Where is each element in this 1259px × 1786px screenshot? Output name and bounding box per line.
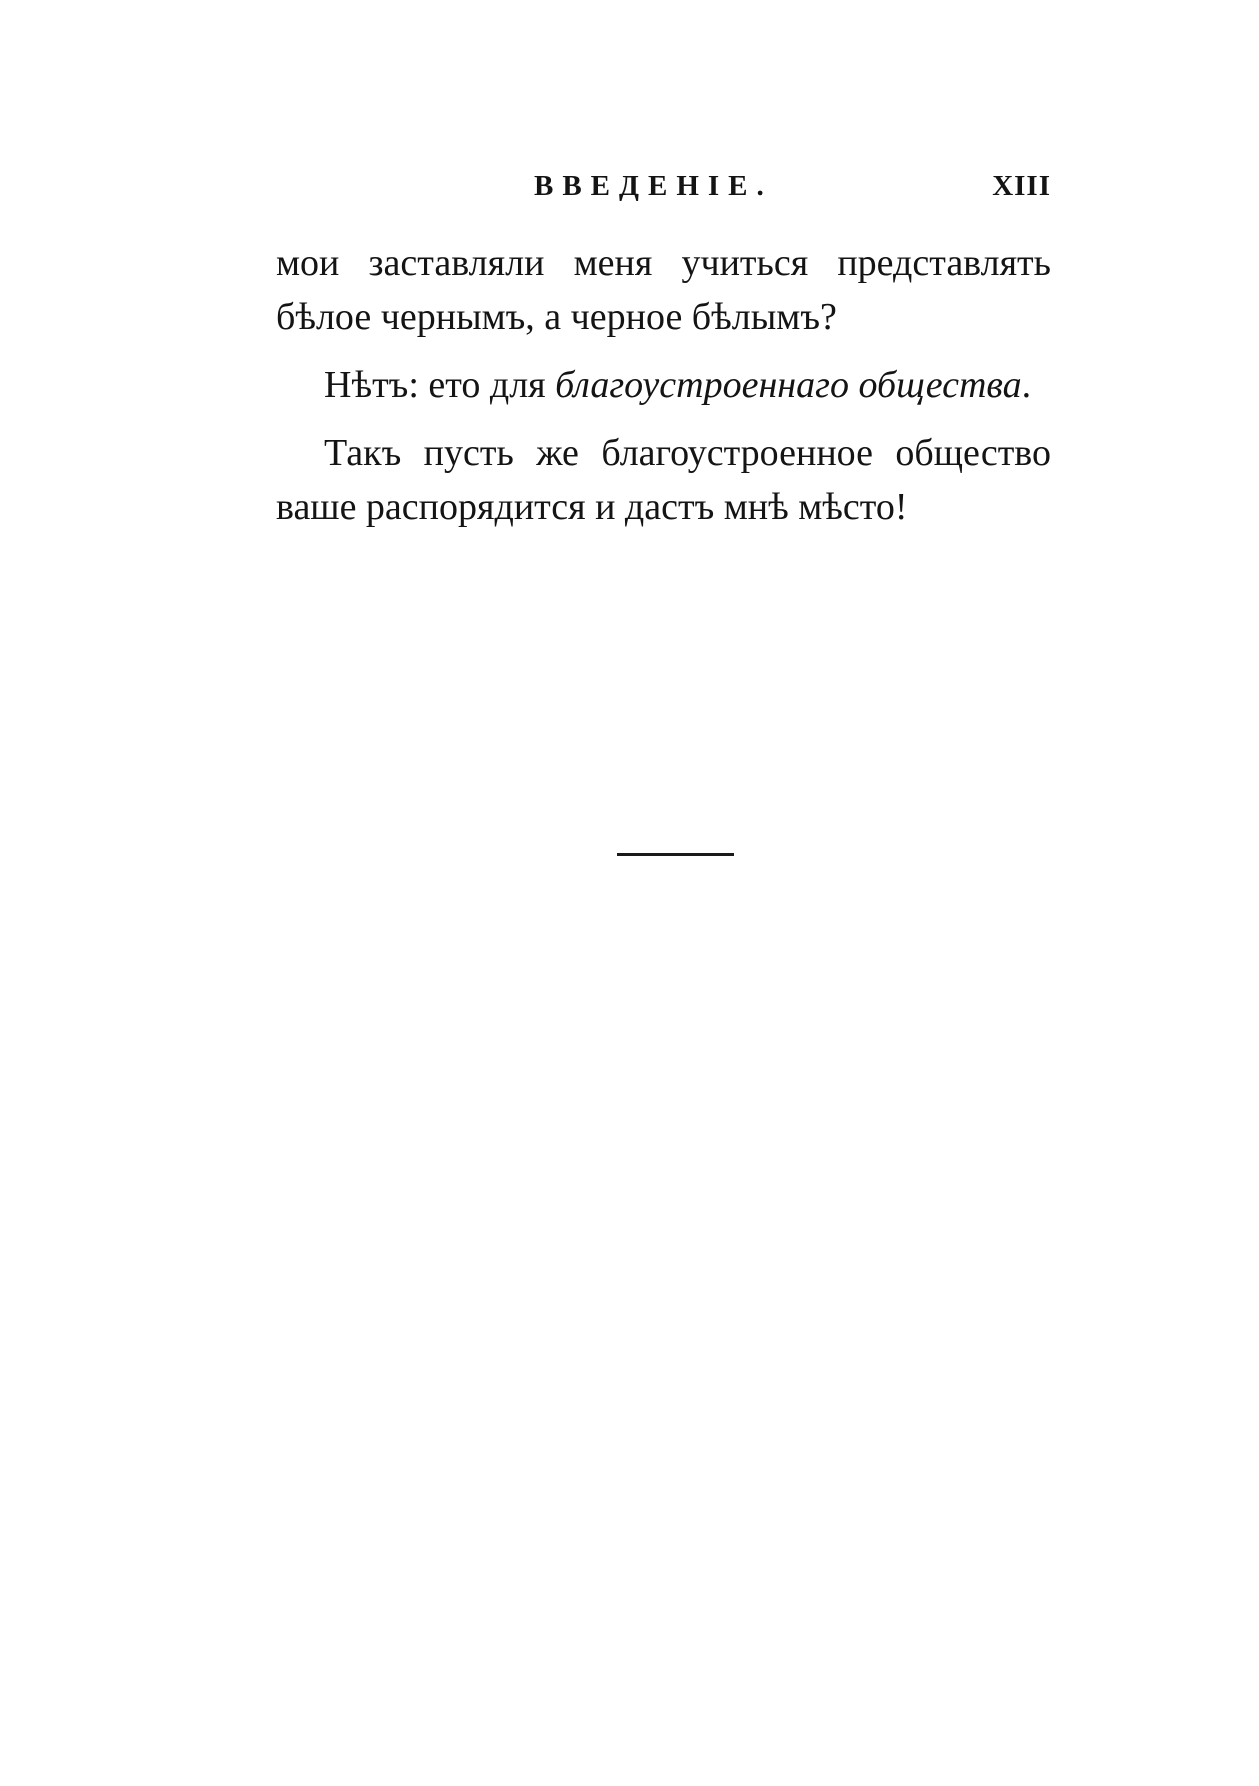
paragraph-2-text-before: Нѣтъ: ето для <box>324 364 556 406</box>
paragraph-2-text-after: . <box>1021 364 1032 406</box>
end-rule <box>617 853 734 856</box>
paragraph-2 <box>276 358 1051 412</box>
paragraph-3: Такъ пусть же благоустроенное общество ваше распорядится и дастъ мнѣ мѣсто! <box>276 432 1051 528</box>
running-title: ВВЕДЕНІЕ. <box>534 170 773 202</box>
running-head <box>276 170 1051 210</box>
body-text <box>276 236 1051 534</box>
paragraph-1: мои заставляли меня учиться представлять бѣлое чернымъ, а черное бѣлымъ? <box>276 242 1051 338</box>
page-number: XIII <box>992 170 1051 202</box>
paragraph-2-emphasis: благоустроеннаго общества <box>555 364 1022 406</box>
